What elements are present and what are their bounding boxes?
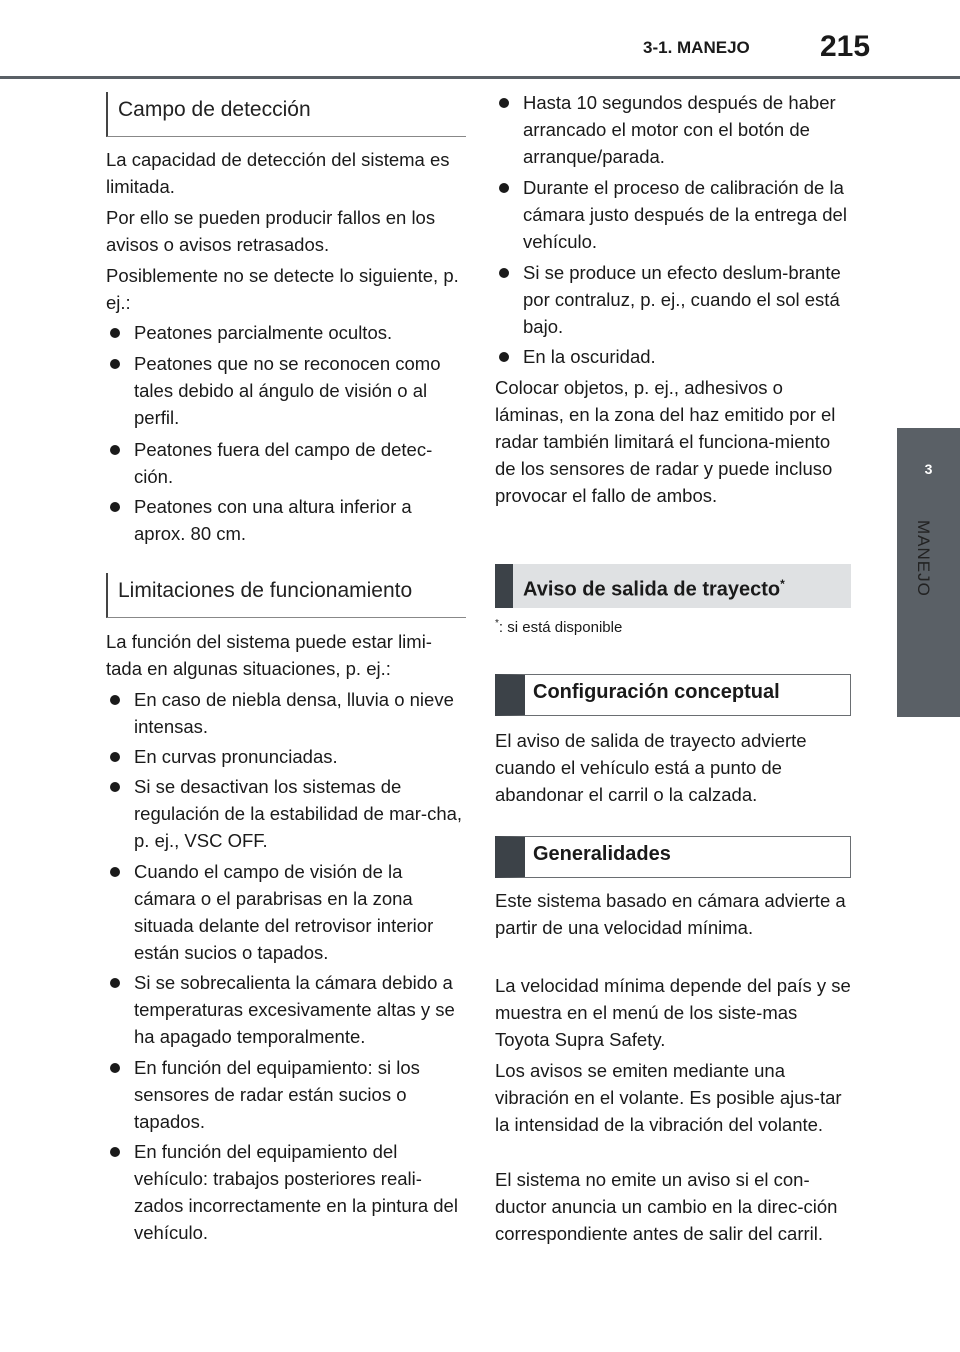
list-item: Peatones parcialmente ocultos.: [106, 319, 466, 346]
footnote: *: si está disponible: [495, 618, 623, 636]
list-item: Peatones que no se reconocen como tales debido al ángulo de visión o al perfil.: [106, 350, 466, 431]
paragraph: Posiblemente no se detecte lo siguiente, p. ej.:: [106, 265, 459, 313]
running-header-section: 3-1. MANEJO: [643, 38, 750, 57]
paragraph: Colocar objetos, p. ej., adhesivos o láminas, en la zona del haz emitido por el radar también limitará el funciona-miento de los sensores de radar y puede incluso provocar el fallo de ambos.: [495, 377, 836, 506]
list-item: Hasta 10 segundos después de haber arrancado el motor con el botón de arranque/parada.: [495, 89, 851, 170]
bullet-icon: [110, 867, 120, 877]
list-item: Cuando el campo de visión de la cámara o el parabrisas en la zona situada delante del retrovisor interior están sucios o tapados.: [106, 858, 466, 966]
list-item: En caso de niebla densa, lluvia o nieve intensas.: [106, 686, 466, 740]
paragraph: El aviso de salida de trayecto advierte cuando el vehículo está a punto de abandonar el carril o la calzada.: [495, 730, 807, 805]
list-item: Peatones fuera del campo de detec-ción.: [106, 436, 466, 490]
paragraph: La velocidad mínima depende del país y se muestra en el menú de los siste-mas Toyota Supra Safety.: [495, 975, 851, 1050]
bullet-icon: [110, 359, 120, 369]
heading-campo-deteccion: Campo de detección: [106, 92, 466, 137]
bullet-icon: [499, 268, 509, 278]
list-item: En curvas pronunciadas.: [106, 743, 466, 770]
bullet-icon: [110, 752, 120, 762]
paragraph: El sistema no emite un aviso si el con-ductor anuncia un cambio en la direc-ción correspondiente antes de salir del carril.: [495, 1169, 838, 1244]
paragraph: Este sistema basado en cámara advierte a partir de una velocidad mínima.: [495, 890, 846, 938]
list-item: Si se produce un efecto deslum-brante por contraluz, p. ej., cuando el sol está bajo.: [495, 259, 851, 340]
paragraph: Por ello se pueden producir fallos en los avisos o avisos retrasados.: [106, 207, 436, 255]
bullet-icon: [110, 328, 120, 338]
list-item: Peatones con una altura inferior a aprox. 80 cm.: [106, 493, 466, 547]
paragraph: La función del sistema puede estar limi-tada en algunas situaciones, p. ej.:: [106, 631, 432, 679]
list-item: En función del equipamiento del vehículo: trabajos posteriores reali-zados incorrectamente en la pintura del vehículo.: [106, 1138, 466, 1246]
bullet-icon: [499, 352, 509, 362]
bullet-icon: [110, 1063, 120, 1073]
bullet-icon: [110, 445, 120, 455]
list-item: Si se desactivan los sistemas de regulación de la estabilidad de mar-cha, p. ej., VSC OFF.: [106, 773, 466, 854]
list-item: En la oscuridad.: [495, 343, 851, 370]
bullet-icon: [110, 1147, 120, 1157]
bullet-icon: [499, 98, 509, 108]
heading-limitaciones: Limitaciones de funcionamiento: [106, 573, 466, 618]
section-heading-aviso-salida: Aviso de salida de trayecto*: [495, 564, 851, 608]
list-item: Durante el proceso de calibración de la cámara justo después de la entrega del vehículo.: [495, 174, 851, 255]
list-item: Si se sobrecalienta la cámara debido a temperaturas excesivamente altas y se ha apagado temporalmente.: [106, 969, 466, 1050]
list-item: En función del equipamiento: si los sensores de radar están sucios o tapados.: [106, 1054, 466, 1135]
chapter-tab-label: MANEJO: [914, 520, 933, 597]
paragraph: La capacidad de detección del sistema es limitada.: [106, 149, 450, 197]
bullet-icon: [110, 695, 120, 705]
bullet-icon: [499, 183, 509, 193]
paragraph: Los avisos se emiten mediante una vibración en el volante. Es posible ajus-tar la intensidad de la vibración del volante.: [495, 1060, 842, 1135]
page-number: 215: [820, 30, 871, 63]
heading-generalidades: Generalidades: [495, 836, 851, 878]
header-rule: [0, 76, 960, 79]
bullet-icon: [110, 502, 120, 512]
bullet-icon: [110, 782, 120, 792]
chapter-tab-number: 3: [897, 428, 960, 510]
bullet-icon: [110, 978, 120, 988]
heading-configuracion: Configuración conceptual: [495, 674, 851, 716]
